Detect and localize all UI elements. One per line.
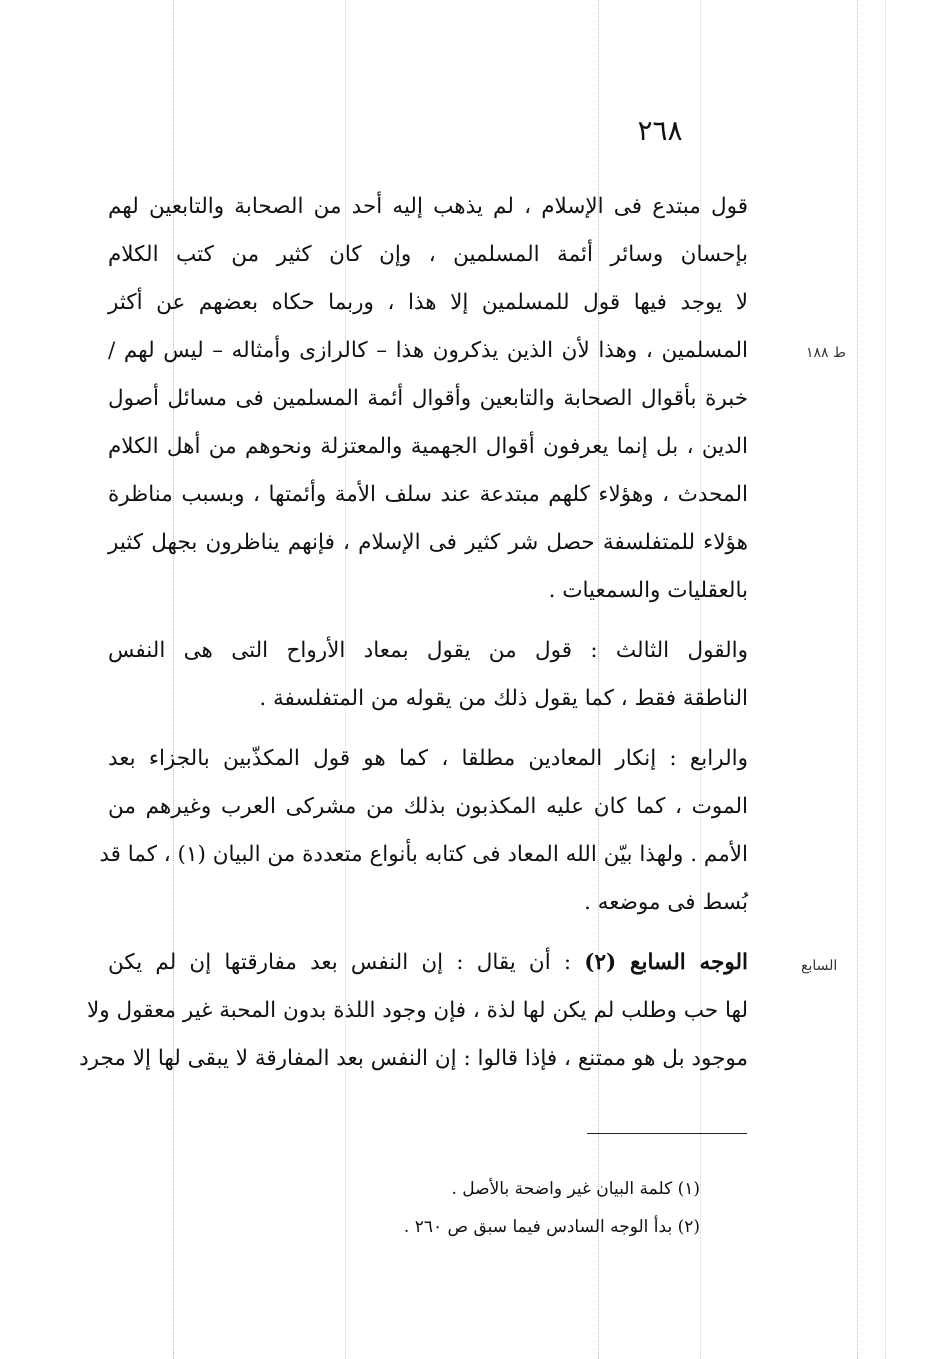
text-run: : أن يقال : إن النفس بعد مفارقتها إن لم يكن (108, 950, 585, 975)
text-line: لا يوجد فيها قول للمسلمين إلا هذا ، وربما حكاه بعضهم عن أكثر (108, 290, 748, 315)
footnote-separator (587, 1133, 747, 1134)
paragraph-gap (108, 927, 748, 939)
text-line: الموت ، كما كان عليه المكذبون بذلك من مشركى العرب وغيرهم من (108, 794, 748, 819)
paragraph (99, 735, 748, 927)
text-line: خبرة بأقوال الصحابة والتابعين وأقوال أئمة المسلمين فى مسائل أصول (108, 386, 748, 411)
scan-guide-line (857, 0, 858, 1359)
paragraph (79, 939, 748, 1083)
paragraph-gap (108, 615, 748, 627)
paragraph (108, 183, 748, 615)
main-text (79, 183, 748, 1083)
margin-note-section: السابع (801, 958, 838, 974)
text-line: والقول الثالث : قول من يقول بمعاد الأرواح التى هى النفس (108, 638, 748, 663)
text-line: المحدث ، وهؤلاء كلهم مبتدعة عند سلف الأمة وأئمتها ، وبسبب مناظرة (108, 482, 748, 507)
text-line: لها حب وطلب لم يكن لها لذة ، فإن وجود اللذة بدون المحبة غير معقول ولا (87, 998, 748, 1023)
text-line: بإحسان وسائر أئمة المسلمين ، وإن كان كثير من كتب الكلام (108, 242, 748, 267)
paragraph (108, 627, 748, 723)
text-line (108, 939, 748, 987)
text-line: الأمم . ولهذا بيّن الله المعاد فى كتابه بأنواع متعددة من البيان (١) ، كما قد (99, 842, 748, 867)
text-line: بُسط فى موضعه . (584, 890, 748, 915)
text-line: والرابع : إنكار المعادين مطلقا ، كما هو قول المكذّبين بالجزاء بعد (108, 746, 748, 771)
scan-guide-line (885, 0, 886, 1359)
section-heading: الوجه السابع (٢) (584, 950, 748, 975)
footnote: (٢) بدأ الوجه السادس فيما سبق ص ٢٦٠ . (403, 1217, 700, 1237)
text-line: الناطقة فقط ، كما يقول ذلك من يقوله من المتفلسفة . (259, 686, 748, 711)
text-line: المسلمين ، وهذا لأن الذين يذكرون هذا – كالرازى وأمثاله – ليس لهم / (108, 338, 748, 363)
text-line: قول مبتدع فى الإسلام ، لم يذهب إليه أحد من الصحابة والتابعين لهم (108, 194, 748, 219)
footnotes (300, 1170, 700, 1246)
footnote: (١) كلمة البيان غير واضحة بالأصل . (451, 1179, 700, 1199)
text-line: بالعقليات والسمعيات . (548, 578, 748, 603)
paragraph-gap (108, 723, 748, 735)
page-number: ٢٦٨ (637, 114, 683, 147)
text-line: هؤلاء للمتفلسفة حصل شر كثير فى الإسلام ، فإنهم يناظرون بجهل كثير (108, 530, 748, 555)
margin-note-page-ref: ط ١٨٨ (806, 345, 846, 361)
text-line: الدين ، بل إنما يعرفون أقوال الجهمية والمعتزلة ونحوهم من أهل الكلام (108, 434, 748, 459)
text-line: موجود بل هو ممتنع ، فإذا قالوا : إن النفس بعد المفارقة لا يبقى لها إلا مجرد (79, 1046, 748, 1071)
